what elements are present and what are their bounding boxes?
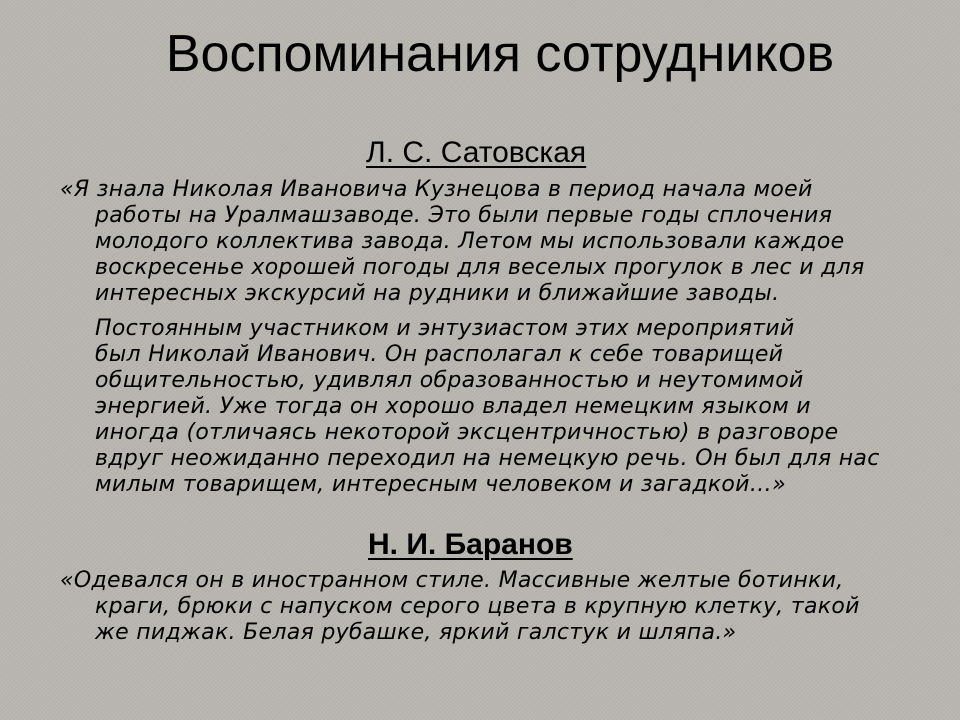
quote-paragraph <box>60 316 880 498</box>
quote-line: воскресенье хорошей погоды для веселых прогулок в лес и для <box>95 255 865 280</box>
quote-line: «Одевался он в иностранном стиле. Массивные желтые ботинки, <box>60 568 844 593</box>
quote-line: работы на Уралмашзаводе. Это были первые годы сплочения <box>95 203 833 228</box>
quote-line: иногда (отличаясь некоторой эксцентричностью) в разговоре <box>95 420 839 445</box>
quote-line: молодого коллектива завода. Летом мы использовали каждое <box>95 229 845 254</box>
quote-line: «Я знала Николая Ивановича Кузнецова в период начала моей <box>60 177 813 202</box>
slide-title: Воспоминания сотрудников <box>165 25 835 83</box>
quote-line: общительностью, удивлял образованностью и неутомимой <box>95 368 804 393</box>
quote-line: Постоянным участником и энтузиастом этих мероприятий <box>95 316 795 341</box>
quote-satovskaya <box>60 177 880 498</box>
quote-baranov <box>60 568 860 646</box>
quote-line: же пиджак. Белая рубашке, яркий галстук и шляпа.» <box>95 620 737 645</box>
quote-line: краги, брюки с напуском серого цвета в крупную клетку, такой <box>95 594 860 619</box>
author-heading-satovskaya: Л. С. Сатовская <box>366 136 587 169</box>
author-heading-baranov: Н. И. Баранов <box>368 528 573 561</box>
quote-line: энергией. Уже тогда он хорошо владел немецким языком и <box>95 394 811 419</box>
quote-paragraph <box>60 177 880 307</box>
quote-line: милым товарищем, интересным человеком и загадкой…» <box>95 472 786 497</box>
quote-line: интересных экскурсий на рудники и ближайшие заводы. <box>95 281 780 306</box>
quote-line: был Николай Иванович. Он располагал к себе товарищей <box>95 342 784 367</box>
quote-line: вдруг неожиданно переходил на немецкую речь. Он был для нас <box>95 446 880 471</box>
